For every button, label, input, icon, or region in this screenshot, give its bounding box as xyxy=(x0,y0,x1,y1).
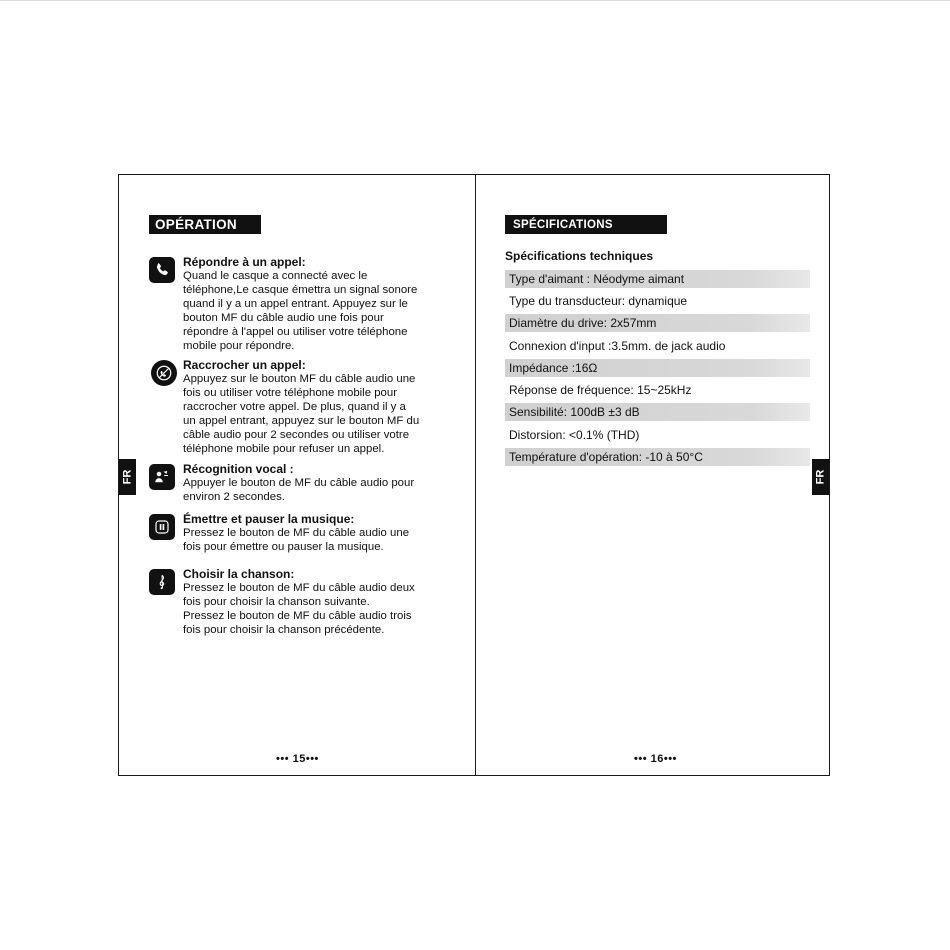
operation-text-line: mobile pour répondre. xyxy=(183,340,295,353)
operation-title: Émettre et pauser la musique: xyxy=(183,512,355,526)
operation-text-line: Appuyer le bouton de MF du câble audio pour xyxy=(183,477,415,489)
operation-title: Choisir la chanson: xyxy=(183,567,295,581)
operation-title: Raccrocher un appel: xyxy=(183,358,306,372)
section-header-specifications: SPÉCIFICATIONS xyxy=(505,215,667,234)
spec-row: Diamètre du drive: 2x57mm xyxy=(505,314,810,332)
operation-text-line: environ 2 secondes. xyxy=(183,491,285,504)
operation-text-line: bouton MF du câble audio une fois pour xyxy=(183,312,384,325)
spec-row: Température d'opération: -10 à 50°C xyxy=(505,448,810,466)
operation-text-line: fois pour choisir la chanson précédente. xyxy=(183,624,385,637)
operation-voice-recognition xyxy=(149,462,459,507)
operation-hang-up xyxy=(149,358,459,456)
spec-row: Type d'aimant : Néodyme aimant xyxy=(505,270,810,288)
language-tab-label: FR xyxy=(814,469,827,485)
operation-text-line: répondre à l'appel ou utiliser votre téléphone xyxy=(183,326,408,339)
operation-text-line: Pressez le bouton de MF du câble audio deux xyxy=(183,582,415,594)
manual-spread xyxy=(118,174,830,776)
spec-row: Distorsion: <0.1% (THD) xyxy=(509,428,640,442)
page-specifications xyxy=(477,175,829,775)
operation-text-line: téléphone mobile pour refuser un appel. xyxy=(183,443,385,456)
operation-title: Répondre à un appel: xyxy=(183,255,306,269)
language-tab-label: FR xyxy=(121,469,134,485)
operation-text-line: quand il y a un appel entrant. Appuyez sur le xyxy=(183,298,408,311)
spec-row: Connexion d'input :3.5mm. de jack audio xyxy=(509,339,726,353)
pause-icon xyxy=(149,514,175,540)
operation-text-line: téléphone,Le casque émettra un signal sonore xyxy=(183,284,418,297)
page-number: ••• 16••• xyxy=(634,753,677,765)
operation-play-pause xyxy=(149,512,459,557)
spec-row: Type du transducteur: dynamique xyxy=(509,294,688,308)
language-tab xyxy=(812,459,829,495)
operation-text-line: Pressez le bouton de MF du câble audio trois xyxy=(183,610,412,623)
spec-row: Impédance :16Ω xyxy=(505,359,810,377)
spec-row: Sensibilité: 100dB ±3 dB xyxy=(505,403,810,421)
voice-recognition-icon xyxy=(149,464,175,490)
top-rule xyxy=(0,0,950,1)
music-note-icon xyxy=(149,569,175,595)
spec-subtitle: Spécifications techniques xyxy=(505,249,654,263)
phone-icon xyxy=(149,257,175,283)
page-number: ••• 15••• xyxy=(276,753,319,765)
language-tab xyxy=(119,459,136,495)
spec-row: Réponse de fréquence: 15~25kHz xyxy=(509,383,692,397)
operation-text-line: raccrocher votre appel. De plus, quand il y a xyxy=(183,401,406,414)
operation-answer-call xyxy=(149,255,459,353)
section-header-operation: OPÉRATION xyxy=(149,215,261,234)
operation-text-line: câble audio pour 2 secondes ou utiliser votre xyxy=(183,429,410,442)
operation-text-line: fois pour choisir la chanson suivante. xyxy=(183,596,370,609)
operation-text-line: fois pour émettre ou pauser la musique. xyxy=(183,541,384,554)
operation-text-line: Pressez le bouton de MF du câble audio une xyxy=(183,527,410,539)
operation-text-line: fois ou utiliser votre téléphone mobile pour xyxy=(183,387,398,400)
operation-title: Récognition vocal : xyxy=(183,462,294,476)
operation-text-line: un appel entrant, appuyez sur le bouton MF du xyxy=(183,415,420,428)
operation-choose-song xyxy=(149,567,459,637)
hang-up-icon xyxy=(151,360,177,386)
page-operation xyxy=(119,175,475,775)
operation-text-line: Quand le casque a connecté avec le xyxy=(183,270,368,282)
operation-text-line: Appuyez sur le bouton MF du câble audio une xyxy=(183,373,416,385)
